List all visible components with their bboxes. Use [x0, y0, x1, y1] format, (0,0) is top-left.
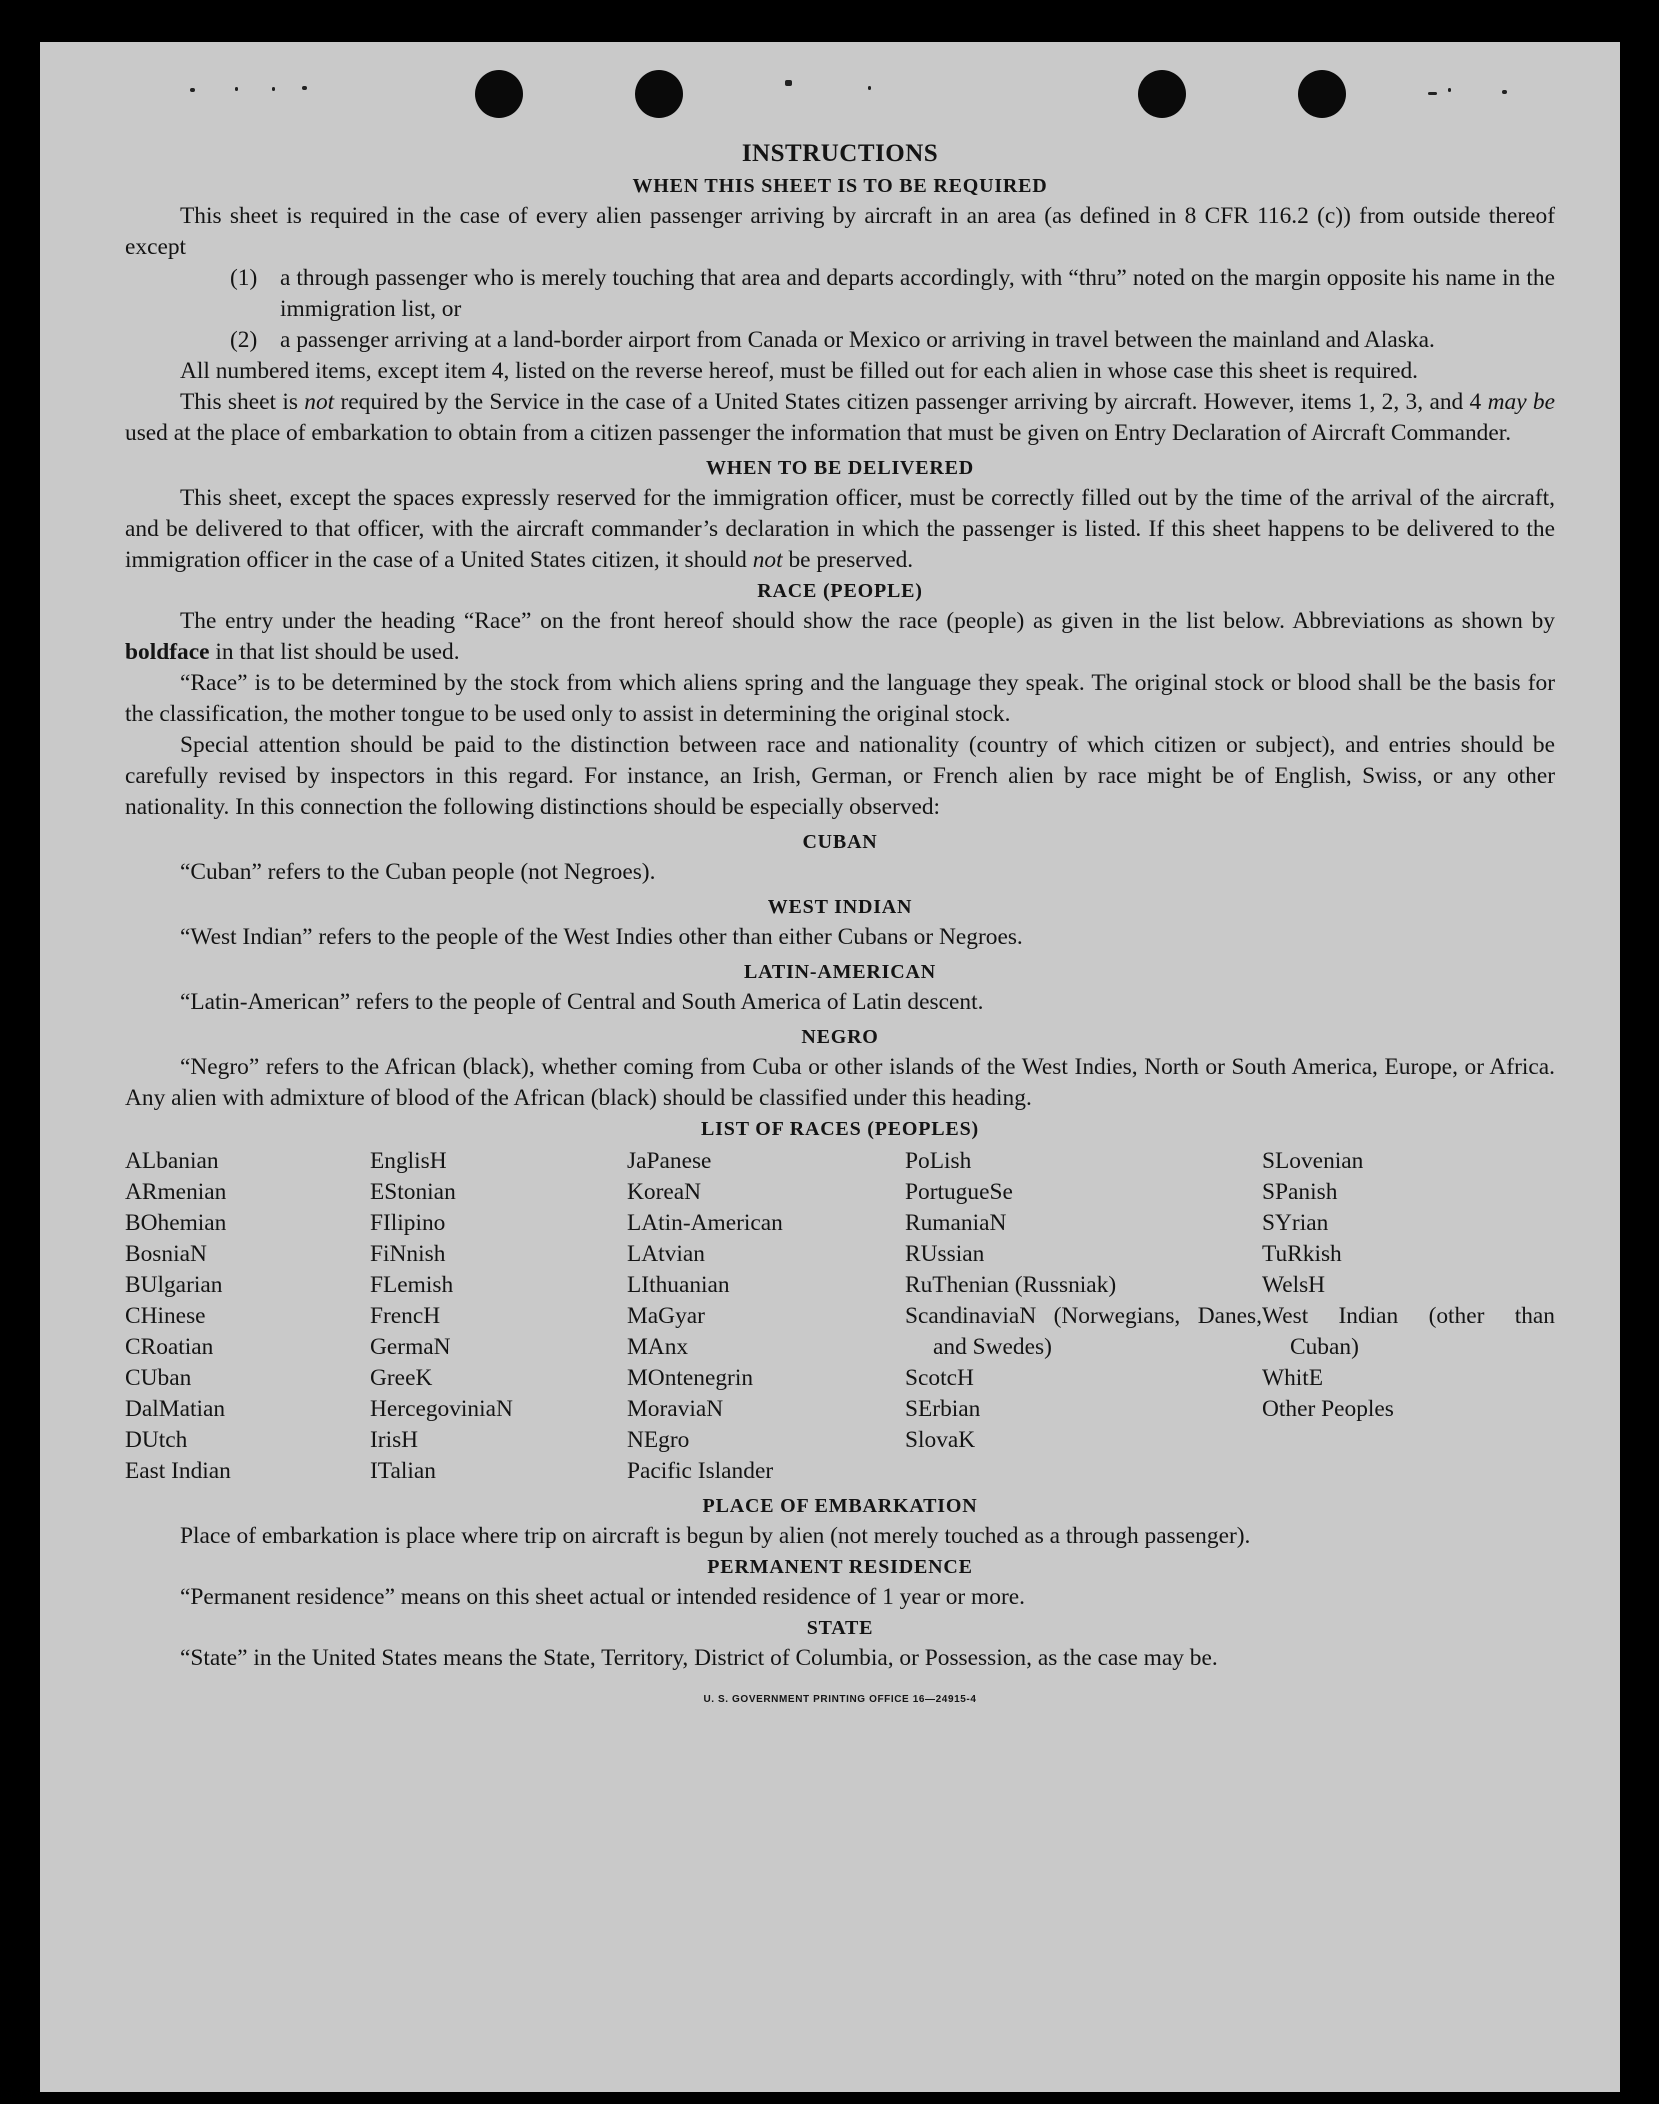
- race-entry: RumaniaN: [905, 1210, 1007, 1236]
- race-entry: RuThenian (Russniak): [905, 1272, 1117, 1298]
- race-entry: JaPanese: [627, 1148, 712, 1174]
- race-entry: DUtch: [125, 1427, 188, 1453]
- races-column: [905, 1146, 1262, 1487]
- heading-race: RACE (PEOPLE): [757, 580, 923, 602]
- page-title: INSTRUCTIONS: [741, 140, 939, 167]
- race-entry: EnglisH: [370, 1148, 447, 1174]
- race-entry: Other Peoples: [1262, 1396, 1394, 1422]
- race-entry: SPanish: [1262, 1179, 1338, 1205]
- paragraph-permanent-residence: “Permanent residence” means on this sheet actual or intended residence of 1 year or more.: [180, 1584, 1025, 1610]
- race-entry: KoreaN: [627, 1179, 702, 1205]
- race-entry: CUban: [125, 1365, 192, 1391]
- paragraph-race-entry: [125, 606, 1555, 668]
- emphasis: not: [752, 547, 783, 573]
- race-entry: MAnx: [627, 1334, 689, 1360]
- heading-when-required: WHEN THIS SHEET IS TO BE REQUIRED: [632, 175, 1048, 197]
- race-entry: ARmenian: [125, 1179, 227, 1205]
- race-entry: ITalian: [370, 1458, 436, 1484]
- text-run: The entry under the heading “Race” on the front hereof should show the race (people) as given in the list below. Abbreviations as shown by: [180, 608, 1555, 634]
- bold-word: boldface: [125, 639, 210, 665]
- races-column: [1262, 1146, 1555, 1487]
- paragraph-race-definition: “Race” is to be determined by the stock from which aliens spring and the language they speak. The original stock or blood shall be the basis for the classification, the mother tongue to be used only to assist in determining the original stock.: [125, 670, 1555, 727]
- races-column: [370, 1146, 627, 1487]
- race-entry: LIthuanian: [627, 1272, 730, 1298]
- races-column: [125, 1146, 370, 1487]
- races-list: [125, 1146, 1555, 1487]
- scan-speck: [1502, 90, 1507, 94]
- heading-latin-american: LATIN-AMERICAN: [744, 961, 936, 983]
- race-entry: WelsH: [1262, 1272, 1326, 1298]
- exception-item-1: [230, 263, 1555, 325]
- heading-state: STATE: [806, 1617, 874, 1639]
- heading-permanent-residence: PERMANENT RESIDENCE: [707, 1556, 973, 1578]
- scan-speck: [235, 87, 238, 91]
- race-entry: DalMatian: [125, 1396, 226, 1422]
- heading-cuban: CUBAN: [802, 831, 878, 853]
- heading-list-of-races: LIST OF RACES (PEOPLES): [701, 1118, 979, 1140]
- race-entry: BOhemian: [125, 1210, 227, 1236]
- race-entry: East Indian: [125, 1458, 231, 1484]
- race-entry: MOntenegrin: [627, 1365, 754, 1391]
- text-run: in that list should be used.: [209, 639, 460, 665]
- scan-speck: [190, 88, 195, 92]
- race-entry: GreeK: [370, 1365, 433, 1391]
- race-entry: FiNnish: [370, 1241, 446, 1267]
- punch-hole: [635, 70, 683, 118]
- text-run: This sheet is: [180, 389, 305, 415]
- paragraph-state: “State” in the United States means the State, Territory, District of Columbia, or Possession, as the case may be.: [180, 1645, 1218, 1671]
- punch-hole: [1138, 70, 1186, 118]
- heading-when-delivered: WHEN TO BE DELIVERED: [705, 457, 975, 479]
- race-entry: SLovenian: [1262, 1148, 1364, 1174]
- paragraph-numbered-items: All numbered items, except item 4, listed on the reverse hereof, must be filled out for each alien in whose case this sheet is required.: [180, 358, 1419, 384]
- race-entry: FIlipino: [370, 1210, 446, 1236]
- item-number: (2): [230, 327, 258, 353]
- race-entry: GermaN: [370, 1334, 451, 1360]
- paragraph-embarkation: Place of embarkation is place where trip on aircraft is begun by alien (not merely touched as a through passenger).: [180, 1523, 1251, 1549]
- punch-hole: [1298, 70, 1346, 118]
- paragraph-delivered: [125, 483, 1555, 576]
- race-entry: West Indian (other than Cuban): [1262, 1303, 1555, 1360]
- race-entry: IrisH: [370, 1427, 419, 1453]
- race-entry: LAtin-American: [627, 1210, 783, 1236]
- emphasis: not: [304, 389, 335, 415]
- punch-hole: [475, 70, 523, 118]
- scan-speck: [1448, 88, 1451, 92]
- race-entry: SlovaK: [905, 1427, 976, 1453]
- race-entry: RUssian: [905, 1241, 985, 1267]
- race-entry: NEgro: [627, 1427, 690, 1453]
- item-number: (1): [230, 265, 258, 291]
- race-entry: SYrian: [1262, 1210, 1329, 1236]
- race-entry: TuRkish: [1262, 1241, 1342, 1267]
- paragraph-latin-american: “Latin-American” refers to the people of Central and South America of Latin descent.: [180, 989, 984, 1015]
- paragraph-citizen: [125, 387, 1555, 449]
- printing-office-footer: U. S. GOVERNMENT PRINTING OFFICE 16—24915-4: [703, 1694, 977, 1705]
- race-entry: MaGyar: [627, 1303, 705, 1329]
- scan-speck: [785, 80, 792, 86]
- heading-west-indian: WEST INDIAN: [767, 896, 913, 918]
- paragraph-west-indian: “West Indian” refers to the people of the West Indies other than either Cubans or Negroes.: [180, 924, 1023, 950]
- race-entry: Pacific Islander: [627, 1458, 774, 1484]
- race-entry: FLemish: [370, 1272, 454, 1298]
- text-run: required by the Service in the case of a United States citizen passenger arriving by aircraft. However, items 1, 2, 3, and 4: [334, 389, 1488, 415]
- text-run: used at the place of embarkation to obtain from a citizen passenger the information that must be given on Entry Declaration of Aircraft Commander.: [125, 420, 1512, 446]
- item-text: a passenger arriving at a land-border airport from Canada or Mexico or arriving in travel between the mainland and Alaska.: [280, 327, 1435, 353]
- race-entry: LAtvian: [627, 1241, 705, 1267]
- heading-negro: NEGRO: [801, 1026, 879, 1048]
- emphasis: may be: [1487, 389, 1555, 415]
- document-sheet: [40, 42, 1620, 2092]
- paragraph-race-nationality: Special attention should be paid to the distinction between race and nationality (country of which citizen or subject), and entries should be carefully revised by inspectors in this regard. For instance, an Irish, German, or French alien by race might be of English, Swiss, or any other nationality. In this connection the following distinctions should be especially observed:: [125, 732, 1555, 820]
- race-entry: FrencH: [370, 1303, 441, 1329]
- race-entry: CRoatian: [125, 1334, 214, 1360]
- paragraph-negro: “Negro” refers to the African (black), whether coming from Cuba or other islands of the West Indies, North or South America, Europe, or Africa. Any alien with admixture of blood of the African (black) should be classified under this heading.: [125, 1054, 1555, 1111]
- race-entry: ScandinaviaN (Norwegians, Danes, and Swedes): [905, 1303, 1262, 1360]
- paragraph-required: This sheet is required in the case of every alien passenger arriving by aircraft in an area (as defined in 8 CFR 116.2 (c)) from outside thereof except: [125, 203, 1555, 260]
- race-entry: ALbanian: [125, 1148, 219, 1174]
- paragraph-cuban: “Cuban” refers to the Cuban people (not Negroes).: [180, 859, 656, 885]
- race-entry: BUlgarian: [125, 1272, 223, 1298]
- race-entry: HercegoviniaN: [370, 1396, 513, 1422]
- race-entry: MoraviaN: [627, 1396, 724, 1422]
- instructions-content: [125, 137, 1555, 1715]
- race-entry: PortugueSe: [905, 1179, 1013, 1205]
- item-text: a through passenger who is merely touching that area and departs accordingly, with “thru” noted on the margin opposite his name in the immigration list, or: [280, 265, 1555, 322]
- scan-speck: [302, 86, 307, 90]
- race-entry: PoLish: [905, 1148, 972, 1174]
- race-entry: SErbian: [905, 1396, 981, 1422]
- races-column: [627, 1146, 905, 1487]
- text-run: This sheet, except the spaces expressly reserved for the immigration officer, must be correctly filled out by the time of the arrival of the aircraft, and be delivered to that officer, with the aircraft commander’s declaration in which the passenger is listed. If this sheet happens to be delivered to the immigration officer in the case of a United States citizen, it should: [125, 485, 1555, 573]
- exception-item-2: [230, 325, 1555, 356]
- scan-speck: [1428, 92, 1437, 95]
- race-entry: EStonian: [370, 1179, 456, 1205]
- text-run: be preserved.: [782, 547, 914, 573]
- race-entry: CHinese: [125, 1303, 206, 1329]
- heading-embarkation: PLACE OF EMBARKATION: [702, 1495, 978, 1517]
- scan-speck: [868, 86, 871, 90]
- race-entry: WhitE: [1262, 1365, 1324, 1391]
- scan-speck: [272, 87, 275, 91]
- race-entry: ScotcH: [905, 1365, 974, 1391]
- race-entry: BosniaN: [125, 1241, 207, 1267]
